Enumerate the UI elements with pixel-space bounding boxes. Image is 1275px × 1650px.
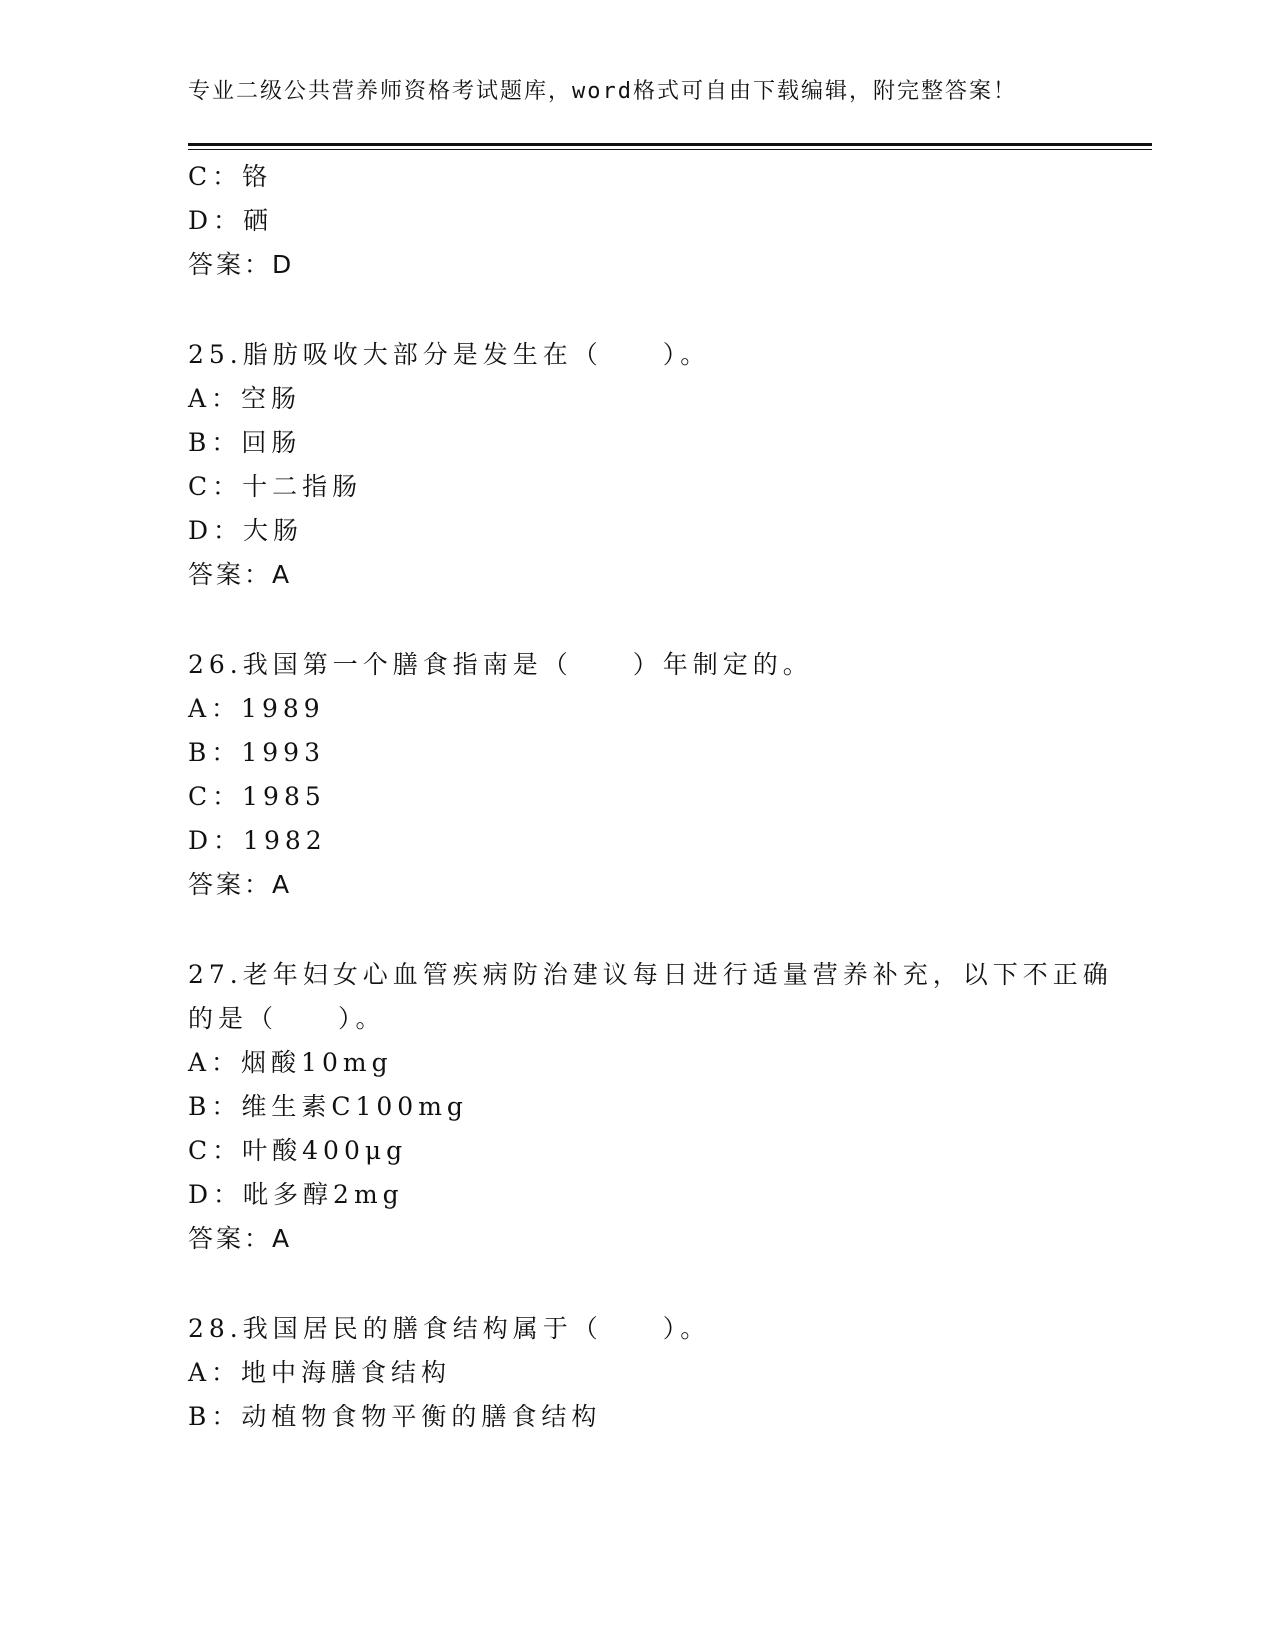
answer-line: 答案：A	[188, 870, 293, 899]
option-b: B：维生素C100mg	[188, 1092, 468, 1121]
option-d: D：1982	[188, 826, 327, 855]
answer-line: 答案：D	[188, 250, 295, 279]
question-stem: 25.脂肪吸收大部分是发生在（ ）。	[188, 340, 711, 369]
option-a: A：空肠	[188, 384, 302, 413]
option-a: A：地中海膳食结构	[188, 1358, 452, 1387]
option-d: D：硒	[188, 206, 274, 235]
question-stem-continued: 的是（ ）。	[188, 1004, 386, 1033]
option-c: C：十二指肠	[188, 472, 363, 501]
option-b: B：回肠	[188, 428, 302, 457]
option-d: D：大肠	[188, 516, 304, 545]
answer-line: 答案：A	[188, 560, 293, 589]
question-stem: 27.老年妇女心血管疾病防治建议每日进行适量营养补充，以下不正确	[188, 960, 1113, 989]
option-a: A：烟酸10mg	[188, 1048, 393, 1077]
header-rule-thin	[188, 149, 1152, 150]
question-stem: 26.我国第一个膳食指南是（ ）年制定的。	[188, 650, 813, 679]
option-b: B：动植物食物平衡的膳食结构	[188, 1402, 602, 1431]
option-b: B：1993	[188, 738, 325, 767]
option-c: C：1985	[188, 782, 326, 811]
option-a: A：1989	[188, 694, 325, 723]
document-header: 专业二级公共营养师资格考试题库，word格式可自由下载编辑，附完整答案！	[188, 79, 1017, 104]
option-c: C：叶酸400μg	[188, 1136, 408, 1165]
option-d: D：吡多醇2mg	[188, 1180, 404, 1209]
answer-line: 答案：A	[188, 1224, 293, 1253]
option-c: C：铬	[188, 162, 273, 191]
header-rule-thick	[188, 143, 1152, 146]
question-stem: 28.我国居民的膳食结构属于（ ）。	[188, 1314, 711, 1343]
